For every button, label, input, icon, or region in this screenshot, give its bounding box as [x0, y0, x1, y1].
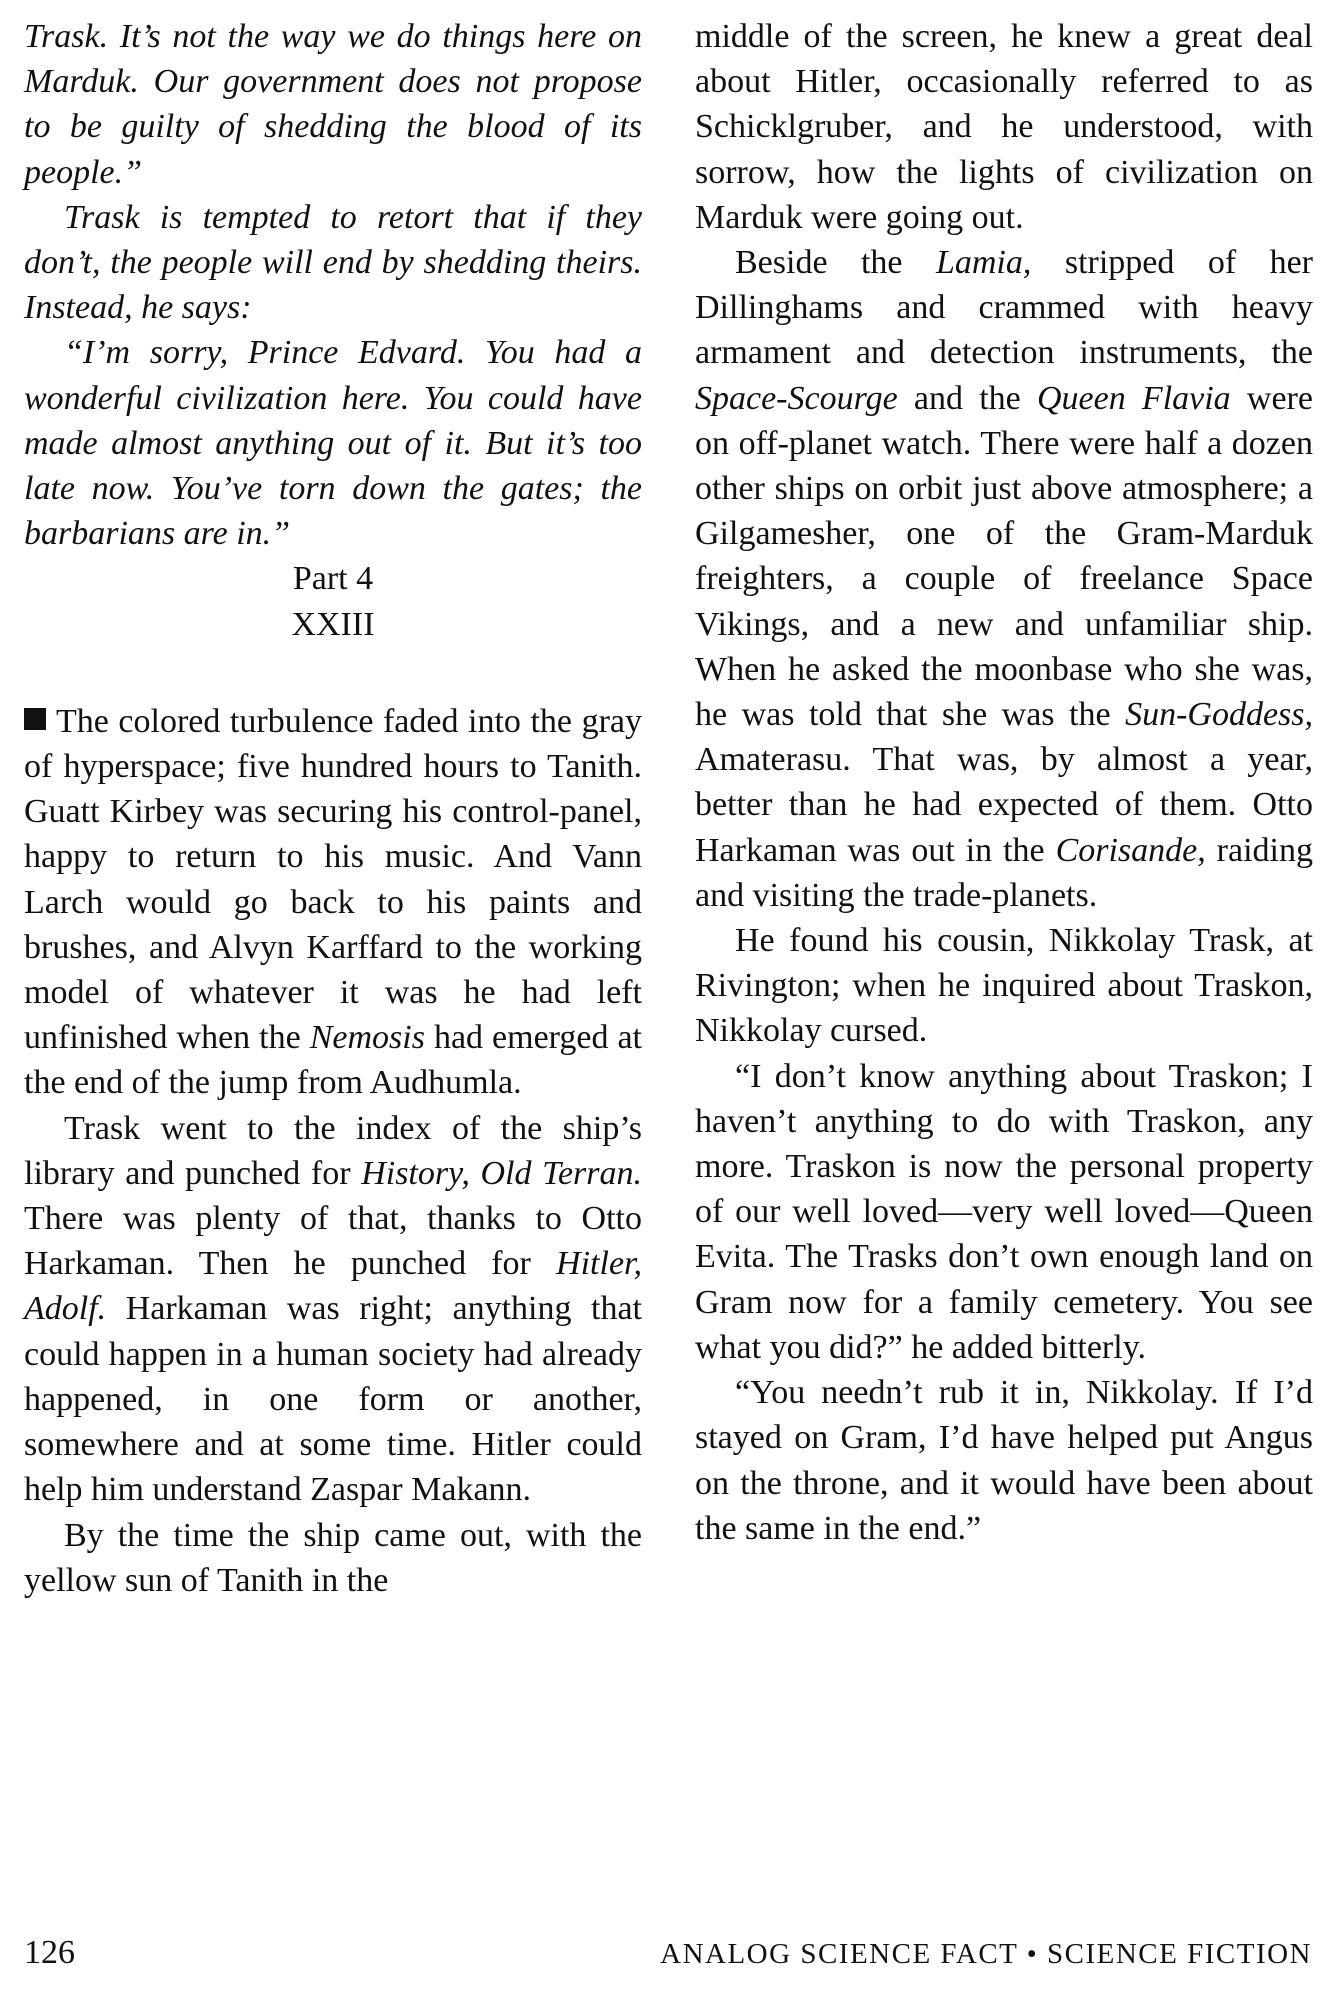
paragraph-text — [24, 703, 642, 1102]
paragraph — [24, 195, 642, 331]
text-run: He found his cousin, Nikkolay Trask, at Rivington; when he inquired about Traskon, Nikkolay cursed. — [695, 922, 1313, 1050]
section-marker-icon — [24, 708, 46, 730]
paragraph — [695, 918, 1313, 1054]
text-run: The colored turbulence faded into the gray of hyperspace; five hundred hours to Tanith. Guatt Kirbey was securing his control-panel, happy to return to his music. And Vann Larch would go back to his paints and brushes, and Alvyn Karffard to the working model of whatever it was he had left unfinished when the — [24, 702, 642, 1057]
paragraph — [695, 14, 1313, 240]
text-run: Harkaman was right; anything that could happen in a human society had already happened, in one form or another, somewhere and at some time. Hitler could help him understand Zaspar Makann. — [24, 1290, 642, 1509]
italic-text-run: Hitler, Adolf. — [24, 1245, 642, 1328]
italic-text-run: “I’m sorry, Prince Edvard. You had a wonderful civilization here. You could have made almost anything out of it. But it’s too late now. You’ve torn down the gates; the barbarians are in.” — [24, 334, 642, 553]
italic-text-run: Queen Flavia — [1036, 379, 1231, 417]
paragraph — [695, 1054, 1313, 1370]
text-run: Trask went to the index of the ship’s library and punched for — [24, 1109, 642, 1192]
running-footer-title: ANALOG SCIENCE FACT • SCIENCE FICTION — [660, 1938, 1312, 1970]
page-footer — [24, 1934, 1312, 1984]
paragraph — [24, 1106, 642, 1513]
italic-text-run: Corisande, — [1055, 831, 1206, 869]
text-run: “You needn’t rub it in, Nikkolay. If I’d stayed on Gram, I’d have helped put Angus on the throne, and it would have been about the same in the end.” — [695, 1374, 1313, 1547]
text-run: By the time the ship came out, with the yellow sun of Tanith in the — [24, 1516, 642, 1599]
italic-text-run: Lamia, — [935, 244, 1032, 282]
page-number: 126 — [24, 1934, 75, 1971]
italic-text-run: Space-Scourge — [695, 379, 898, 417]
paragraph — [24, 1513, 642, 1603]
italic-text-run: Nemosis — [309, 1019, 425, 1057]
paragraph — [695, 1370, 1313, 1551]
left-column — [24, 14, 642, 1603]
text-run: “I don’t know anything about Traskon; I haven’t anything to do with Traskon, any more. Traskon is now the personal property of our well loved—very well loved—Queen Evita. The Trasks don’t own enough land on Gram now for a family cemetery. You see what you did?” he added bitterly. — [695, 1057, 1313, 1366]
italic-text-run: Trask is tempted to retort that if they don’t, the people will end by shedding theirs. Instead, he says: — [24, 198, 642, 327]
text-run: raiding and visiting the trade-planets. — [695, 831, 1313, 914]
italic-text-run: Sun-Goddess, — [1125, 696, 1313, 734]
text-run: stripped of her Dillinghams and crammed with heavy armament and detection instruments, the — [695, 244, 1313, 372]
part-heading: Part 4 — [292, 560, 374, 598]
text-run: had emerged at the end of the jump from Audhumla. — [24, 1019, 643, 1102]
text-run: There was plenty of that, thanks to Otto Harkaman. Then he punched for — [24, 1200, 642, 1283]
text-run: middle of the screen, he knew a great deal about Hitler, occasionally referred to as Schicklgruber, and he understood, with sorrow, how the lights of civilization on Marduk were going out. — [695, 18, 1313, 236]
paragraph — [24, 330, 642, 556]
italic-text-run: History, Old Terran. — [361, 1154, 642, 1192]
italic-text-run: Trask. It’s not the way we do things here on Marduk. Our government does not propose to be guilty of shedding the blood of its people.” — [24, 18, 642, 191]
paragraph — [695, 240, 1313, 918]
text-run: and the — [897, 379, 1037, 417]
text-run: Amaterasu. That was, by almost a year, better than he had expected of them. Otto Harkaman was out in the — [695, 741, 1313, 869]
chapter-opening-paragraph — [24, 699, 642, 1106]
right-column — [695, 14, 1313, 1551]
paragraph — [24, 14, 642, 195]
chapter-heading: XXIII — [291, 605, 375, 643]
text-run: Beside the — [735, 244, 936, 282]
text-run: were on off-planet watch. There were half a dozen other ships on orbit just above atmosphere; a Gilgamesher, one of the Gram-Marduk freighters, a couple of freelance Space Vikings, and a new and unfamiliar ship. When he asked the moonbase who she was, he was told that she was the — [695, 379, 1313, 734]
